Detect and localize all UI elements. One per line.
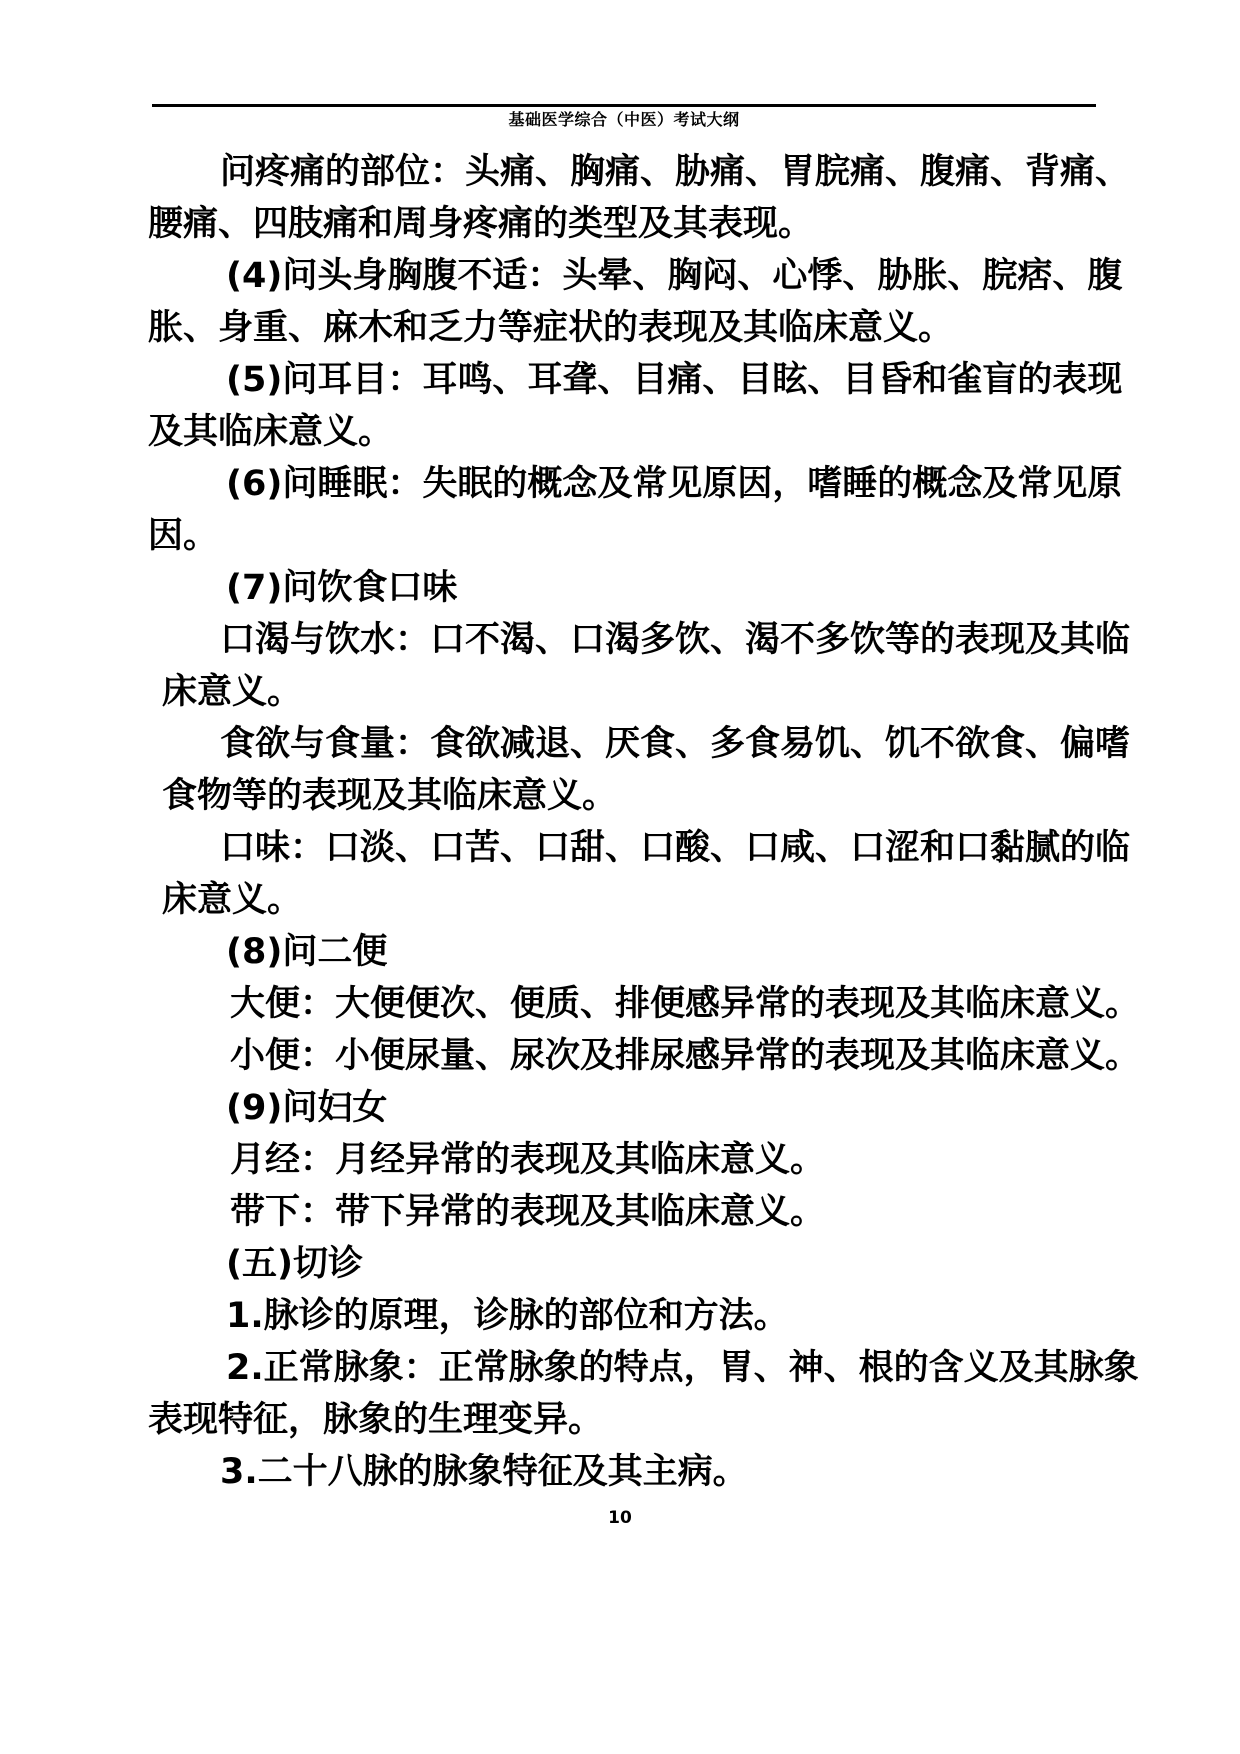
body-line: 小便：小便尿量、尿次及排尿感异常的表现及其临床意义。 — [230, 1036, 1141, 1076]
body-line: 3.二十八脉的脉象特征及其主病。 — [220, 1452, 748, 1492]
body-line: (9)问妇女 — [226, 1088, 388, 1128]
body-line: 食欲与食量：食欲减退、厌食、多食易饥、饥不欲食、偏嗜 — [220, 724, 1131, 764]
body-line: 因。 — [148, 516, 219, 556]
body-line: (8)问二便 — [226, 932, 388, 972]
body-line: 1.脉诊的原理，诊脉的部位和方法。 — [226, 1296, 789, 1336]
body-line: (6)问睡眠：失眠的概念及常见原因，嗜睡的概念及常见原 — [226, 464, 1123, 504]
body-line: 月经：月经异常的表现及其临床意义。 — [230, 1140, 826, 1180]
body-line: 床意义。 — [162, 672, 303, 712]
body-line: 腰痛、四肢痛和周身疼痛的类型及其表现。 — [148, 204, 814, 244]
body-line: (4)问头身胸腹不适：头晕、胸闷、心悸、胁胀、脘痞、腹 — [226, 256, 1123, 296]
body-line: 问疼痛的部位：头痛、胸痛、胁痛、胃脘痛、腹痛、背痛、 — [220, 152, 1131, 192]
body-line: 口味：口淡、口苦、口甜、口酸、口咸、口涩和口黏腻的临 — [220, 828, 1131, 868]
body-line: 及其临床意义。 — [148, 412, 394, 452]
body-line: (五)切诊 — [226, 1244, 363, 1284]
page-header — [152, 104, 1096, 131]
body-line: 大便：大便便次、便质、排便感异常的表现及其临床意义。 — [230, 984, 1141, 1024]
header-title: 基础医学综合（中医）考试大纲 — [508, 110, 740, 129]
body-line: 表现特征，脉象的生理变异。 — [148, 1400, 604, 1440]
body-line: 食物等的表现及其临床意义。 — [162, 776, 618, 816]
body-line: 口渴与饮水：口不渴、口渴多饮、渴不多饮等的表现及其临 — [220, 620, 1131, 660]
document-body — [148, 146, 1141, 1498]
body-line: 床意义。 — [162, 880, 303, 920]
body-line: 带下：带下异常的表现及其临床意义。 — [230, 1192, 826, 1232]
body-line: (5)问耳目：耳鸣、耳聋、目痛、目眩、目昏和雀盲的表现 — [226, 360, 1123, 400]
body-line: 2.正常脉象：正常脉象的特点，胃、神、根的含义及其脉象 — [226, 1348, 1139, 1388]
page-footer — [0, 1508, 1240, 1528]
body-line: (7)问饮食口味 — [226, 568, 458, 608]
page-number: 10 — [608, 1508, 632, 1528]
body-line: 胀、身重、麻木和乏力等症状的表现及其临床意义。 — [148, 308, 954, 348]
